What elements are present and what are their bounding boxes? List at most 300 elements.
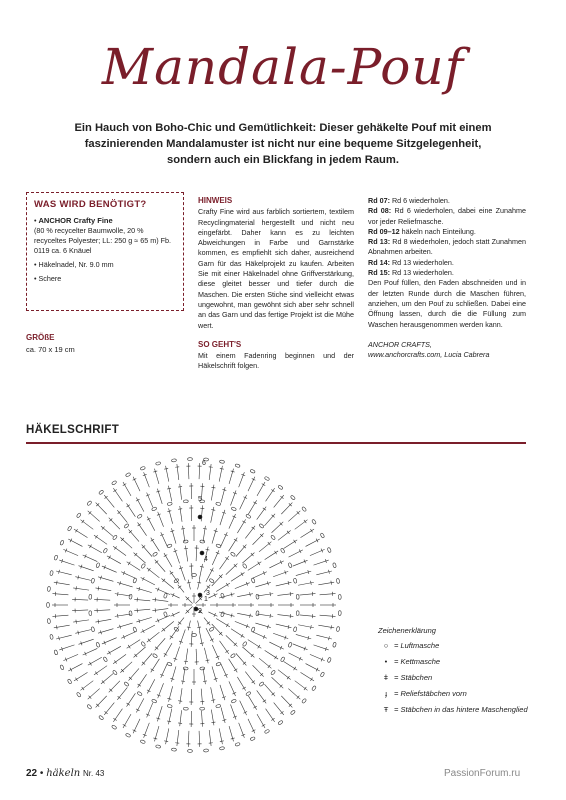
stitch-bar bbox=[155, 608, 156, 612]
stitch-symbol bbox=[237, 594, 253, 597]
stitch-symbol bbox=[318, 582, 334, 585]
round-number-label: 4 bbox=[204, 556, 208, 563]
stitch-symbol bbox=[274, 495, 284, 507]
stitch-symbol bbox=[183, 668, 185, 684]
chain-symbol bbox=[280, 548, 285, 554]
stitch-symbol bbox=[277, 594, 293, 596]
page-number: 22 bbox=[26, 768, 38, 779]
stitch-symbol bbox=[74, 529, 88, 538]
stitch-symbol bbox=[109, 518, 120, 529]
chain-symbol bbox=[332, 563, 336, 568]
stitch-symbol bbox=[278, 531, 291, 541]
yarn-name: ANCHOR Crafty Fine bbox=[38, 216, 113, 225]
chain-symbol bbox=[338, 611, 341, 616]
stitch-symbol bbox=[252, 632, 267, 639]
chain-symbol bbox=[246, 514, 252, 519]
chain-symbol bbox=[251, 627, 255, 633]
stitch-bar bbox=[136, 709, 140, 711]
stitch-symbol bbox=[310, 654, 325, 660]
legend-row bbox=[378, 673, 528, 682]
chain-symbol bbox=[141, 563, 146, 569]
stitch-symbol bbox=[72, 610, 88, 611]
stitch-bar bbox=[76, 620, 77, 624]
stitch-symbol bbox=[240, 701, 247, 715]
stitch-symbol bbox=[141, 578, 155, 585]
stitch-bar bbox=[113, 489, 116, 491]
chain-symbol bbox=[320, 672, 325, 678]
chain-symbol bbox=[47, 603, 50, 608]
chain-symbol bbox=[140, 466, 145, 470]
chain-symbol bbox=[301, 698, 306, 703]
chain-symbol bbox=[235, 742, 240, 746]
stitch-symbol bbox=[113, 546, 126, 555]
stitch-symbol bbox=[152, 599, 168, 601]
stitch-bar bbox=[127, 703, 130, 705]
stitch-symbol bbox=[134, 553, 146, 563]
stitch-symbol bbox=[212, 550, 219, 565]
stitch-symbol bbox=[138, 522, 147, 535]
stitch-symbol bbox=[257, 714, 265, 728]
stitch-symbol bbox=[209, 730, 211, 746]
stitch-symbol bbox=[123, 714, 131, 728]
stitch-symbol bbox=[318, 625, 334, 628]
stitch-bar bbox=[113, 718, 116, 720]
stitch-symbol bbox=[127, 503, 136, 516]
round-number-label: 6 bbox=[202, 460, 206, 467]
stitch-symbol bbox=[236, 653, 246, 665]
stitch-symbol bbox=[248, 500, 256, 514]
stitch-bar bbox=[287, 531, 289, 534]
chain-symbol bbox=[137, 691, 143, 696]
stitch-bar bbox=[114, 546, 116, 549]
stitch-symbol bbox=[88, 545, 102, 553]
chart-rings bbox=[47, 458, 342, 753]
chain-symbol bbox=[152, 552, 158, 557]
stitch-bar bbox=[109, 651, 111, 654]
stitch-symbol bbox=[155, 638, 165, 650]
intro-text: Ein Hauch von Boho-Chic und Gemütlichkeit: Dieser gehäkelte Pouf mit einem faszinierenden Mandalamuster ist nicht nur eine bequeme Sitzgelegenheit, sondern auch ein Blickfang in jedem Raum. bbox=[74, 122, 492, 166]
stitch-symbol bbox=[310, 549, 325, 555]
chain-symbol bbox=[251, 578, 255, 584]
stitch-bar bbox=[200, 566, 204, 567]
chain-symbol bbox=[235, 464, 240, 468]
chain-symbol bbox=[256, 611, 259, 616]
chain-symbol bbox=[155, 462, 160, 466]
chain-symbol bbox=[163, 593, 167, 598]
slip-stitch-dot bbox=[198, 593, 202, 597]
stitch-symbol bbox=[88, 689, 100, 700]
stitch-bar bbox=[271, 718, 274, 720]
stitch-symbol bbox=[177, 464, 179, 480]
stitch-bar bbox=[181, 681, 185, 682]
chain-symbol bbox=[167, 704, 172, 708]
stitch-symbol bbox=[120, 537, 132, 548]
round-line bbox=[368, 206, 526, 227]
chain-symbol bbox=[256, 594, 259, 599]
chain-symbol bbox=[209, 578, 215, 583]
chain-symbol bbox=[47, 619, 50, 624]
stitch-symbol bbox=[168, 486, 171, 502]
chain-symbol bbox=[151, 507, 157, 511]
stitch-bar bbox=[127, 505, 130, 507]
stitch-symbol bbox=[248, 719, 255, 733]
chain-symbol bbox=[192, 574, 197, 577]
stitch-symbol bbox=[295, 520, 308, 530]
chain-symbol bbox=[270, 670, 275, 675]
stitch-symbol bbox=[133, 719, 140, 733]
stitch-symbol bbox=[147, 679, 154, 693]
chain-symbol bbox=[183, 500, 188, 503]
chain-symbol bbox=[167, 502, 172, 506]
chain-symbol bbox=[204, 749, 209, 752]
chain-symbol bbox=[111, 480, 117, 485]
stitch-symbol bbox=[211, 710, 214, 726]
stitch-bar bbox=[242, 687, 245, 689]
stitch-symbol bbox=[278, 670, 291, 680]
stitch-symbol bbox=[281, 696, 292, 708]
stitch-symbol bbox=[136, 698, 144, 712]
credit bbox=[368, 340, 526, 361]
stitch-symbol bbox=[80, 681, 93, 691]
stitch-bar bbox=[203, 528, 207, 529]
stitch-symbol bbox=[252, 572, 267, 579]
rounds-column bbox=[368, 196, 526, 360]
stitch-symbol bbox=[117, 687, 127, 699]
stitch-symbol bbox=[288, 689, 300, 700]
chain-symbol bbox=[183, 707, 188, 710]
chain-symbol bbox=[192, 634, 197, 637]
stitch-bar bbox=[178, 622, 181, 624]
finishing-text: Den Pouf füllen, den Faden abschneiden und in der letzten Runde durch die Maschen führen, anziehen, um den Pouf zu schließen. Dabei eine Öffnung lassen, durch die die Füllung zum Waschen herausgenommen werden kann. bbox=[368, 278, 526, 329]
back-loop-icon: Ŧ bbox=[383, 705, 389, 714]
stitch-bar bbox=[95, 671, 97, 674]
stitch-symbol bbox=[83, 648, 98, 655]
chain-symbol bbox=[124, 523, 129, 528]
chain-symbol bbox=[129, 594, 132, 599]
stitch-symbol bbox=[219, 466, 222, 482]
chain-symbol bbox=[288, 562, 292, 568]
stitch-bar bbox=[138, 524, 141, 526]
stitch-symbol bbox=[151, 659, 160, 672]
stitch-symbol bbox=[257, 614, 273, 616]
stitch-symbol bbox=[272, 522, 284, 533]
chain-symbol bbox=[246, 691, 252, 696]
stitch-symbol bbox=[245, 526, 255, 539]
stitch-bar bbox=[75, 529, 77, 532]
stitch-bar bbox=[98, 586, 99, 590]
round-number-label: 5 bbox=[198, 496, 202, 503]
stitch-symbol bbox=[211, 687, 214, 703]
stitch-symbol bbox=[284, 540, 298, 549]
chain-symbol bbox=[133, 627, 137, 633]
stitch-symbol bbox=[147, 632, 160, 642]
stitch-bar bbox=[148, 568, 150, 571]
stitch-bar bbox=[184, 548, 188, 549]
stitch-symbol bbox=[196, 545, 197, 561]
stitch-symbol bbox=[209, 464, 211, 480]
stitch-symbol bbox=[229, 538, 238, 551]
stitch-symbol bbox=[147, 568, 160, 578]
chain-symbol bbox=[200, 667, 205, 670]
chain-symbol bbox=[280, 657, 285, 663]
stitch-symbol bbox=[199, 564, 202, 580]
stitch-bar bbox=[287, 676, 289, 679]
stitch-bar bbox=[316, 539, 318, 543]
stitch-bar bbox=[294, 540, 296, 543]
legend bbox=[378, 626, 528, 721]
stitch-bar bbox=[211, 510, 215, 511]
legend-heading: Zeichenerklärung bbox=[378, 626, 436, 635]
chain-symbol bbox=[188, 458, 193, 461]
stitch-bar bbox=[310, 678, 312, 681]
hinweis-text: Crafty Fine wird aus farblich sortiertem, textilem Recyclingmaterial hergestellt und nicht neu eingefärbt. Daher kann es zu leichten Abweichungen in Farbe und Garnstärke kommen, es empfiehlt sich daher, ausreichend Garn für das Häkelprojekt zu kaufen. Arbeiten Sie mit einer Häkelnadel ohne Griffverstärkung, diese gleitet besser und tiefer durch die Maschen. Die ersten Stiche sind vielleicht etwas ungewohnt, man gewöhnt sich aber sehr schnell an das Garn und das fertige Projekt ist die Mühe wert. bbox=[198, 207, 354, 330]
stitch-symbol bbox=[127, 693, 136, 706]
stitch-bar bbox=[147, 518, 151, 520]
chain-symbol bbox=[96, 642, 100, 648]
stitch-bar bbox=[164, 653, 167, 655]
stitch-symbol bbox=[134, 609, 150, 611]
stitch-symbol bbox=[208, 612, 217, 616]
chain-symbol bbox=[89, 611, 92, 616]
chain-symbol bbox=[140, 740, 145, 744]
stitch-symbol bbox=[142, 545, 152, 557]
stitch-symbol bbox=[300, 594, 316, 595]
stitch-symbol bbox=[188, 731, 189, 747]
legend-label: = Stäbchen in das hintere Maschenglied bbox=[394, 705, 528, 714]
chain-symbol bbox=[250, 736, 256, 740]
stitch-bar bbox=[203, 681, 207, 682]
chain-symbol bbox=[125, 733, 131, 738]
stitch-bar bbox=[89, 662, 91, 665]
chain-symbol bbox=[296, 611, 299, 616]
chain-symbol bbox=[60, 540, 65, 546]
stitch-symbol bbox=[284, 662, 298, 671]
stitch-symbol bbox=[248, 477, 255, 491]
stitch-symbol bbox=[259, 658, 271, 668]
chain-symbol bbox=[167, 544, 173, 548]
stitch-symbol bbox=[265, 650, 278, 659]
chain-symbol bbox=[129, 611, 132, 616]
round-label: Rd 08: bbox=[368, 206, 392, 216]
chain-symbol bbox=[230, 552, 236, 557]
stitch-bar bbox=[331, 625, 332, 629]
chain-symbol bbox=[91, 578, 95, 583]
stitch-symbol bbox=[248, 640, 261, 649]
stitch-bar bbox=[138, 684, 141, 686]
stitch-bar bbox=[220, 468, 224, 469]
stitch-bar bbox=[211, 700, 215, 701]
chain-symbol bbox=[125, 472, 131, 477]
chain-symbol bbox=[54, 650, 58, 655]
stitch-symbol bbox=[138, 674, 147, 687]
round-number-label: 3 bbox=[206, 590, 210, 597]
stitch-symbol bbox=[166, 466, 169, 482]
stitch-symbol bbox=[220, 641, 229, 654]
chain-symbol bbox=[242, 641, 247, 647]
stitch-symbol bbox=[142, 653, 152, 665]
chain-symbol bbox=[293, 627, 297, 632]
stitch-symbol bbox=[171, 612, 180, 616]
hook-text: Häkelnadel, Nr. 9.0 mm bbox=[38, 260, 114, 269]
issue-number: Nr. 43 bbox=[83, 769, 105, 778]
round-line bbox=[368, 237, 526, 258]
round-line bbox=[368, 227, 526, 237]
stitch-bar bbox=[263, 508, 266, 510]
chain-symbol bbox=[76, 692, 81, 698]
chain-symbol bbox=[111, 725, 117, 730]
chain-symbol bbox=[96, 562, 100, 568]
chain-symbol bbox=[171, 748, 176, 751]
stitch-symbol bbox=[161, 663, 168, 678]
stitch-symbol bbox=[73, 620, 89, 622]
stitch-symbol bbox=[240, 495, 247, 509]
round-label: Rd 14: bbox=[368, 257, 390, 267]
legend-row bbox=[378, 657, 528, 666]
stitch-bar bbox=[89, 545, 91, 548]
stitch-bar bbox=[164, 741, 168, 742]
stitch-symbol bbox=[221, 532, 228, 547]
chain-symbol bbox=[209, 627, 215, 632]
round-label: Rd 07: bbox=[368, 196, 390, 205]
stitch-bar bbox=[56, 581, 57, 585]
stitch-symbol bbox=[248, 696, 256, 710]
chain-symbol bbox=[188, 749, 193, 752]
legend-label: = Stäbchen bbox=[394, 673, 433, 682]
stitch-symbol bbox=[180, 506, 182, 522]
stitch-symbol bbox=[129, 668, 139, 680]
stitch-symbol bbox=[117, 510, 127, 522]
chain-symbol bbox=[231, 699, 237, 703]
chain-symbol bbox=[76, 513, 81, 519]
slip-stitch-dot bbox=[198, 515, 202, 519]
chain-symbol bbox=[151, 699, 157, 703]
stitch-symbol bbox=[183, 526, 185, 542]
stitch-symbol bbox=[134, 647, 146, 657]
credit-line-1: ANCHOR CRAFTS, bbox=[368, 339, 432, 349]
chain-symbol bbox=[301, 506, 306, 511]
stitch-symbol bbox=[201, 711, 202, 727]
stitch-symbol bbox=[203, 526, 205, 542]
stitch-bar bbox=[263, 700, 266, 702]
stitch-symbol bbox=[266, 709, 275, 722]
stitch-bar bbox=[136, 499, 140, 501]
chain-symbol bbox=[320, 533, 325, 539]
yarn-detail: (80 % recycelter Baumwolle, 20 % recyceltes Polyester; LL: 250 g ≈ 65 m) Fb. 0119 ca. 6 Knäuel bbox=[34, 226, 171, 255]
chain-symbol bbox=[98, 715, 103, 720]
chain-symbol bbox=[327, 657, 331, 663]
stitch-symbol bbox=[188, 621, 190, 631]
chain-symbol bbox=[219, 746, 224, 750]
chain-symbol bbox=[278, 720, 284, 725]
chain-symbol bbox=[112, 535, 117, 540]
stitch-symbol bbox=[127, 640, 140, 649]
stitch-symbol bbox=[306, 664, 320, 671]
stitch-bar bbox=[167, 721, 171, 722]
stitch-bar bbox=[117, 614, 118, 618]
magazine-name: häkeln bbox=[46, 768, 81, 779]
stitch-bar bbox=[304, 520, 306, 523]
stitch-symbol bbox=[300, 615, 316, 616]
chain-symbol bbox=[124, 681, 129, 686]
stitch-symbol bbox=[96, 503, 107, 515]
stitch-bar bbox=[82, 520, 84, 523]
round-text: Rd 8 wiederholen, jedoch statt Zunahmen Abnahmen arbeiten. bbox=[368, 237, 526, 257]
stitch-bar bbox=[164, 468, 168, 469]
legend-row bbox=[378, 641, 528, 650]
stitch-symbol bbox=[257, 594, 273, 596]
round-line bbox=[368, 258, 526, 268]
stitch-symbol bbox=[211, 485, 214, 501]
stitch-symbol bbox=[147, 493, 153, 508]
stitch-symbol bbox=[276, 624, 292, 628]
stitch-bar bbox=[147, 690, 151, 692]
stitch-symbol bbox=[177, 730, 179, 746]
stitch-symbol bbox=[88, 511, 100, 522]
stitch-symbol bbox=[147, 703, 153, 718]
round-number-label: 2 bbox=[198, 608, 202, 615]
size-heading: GRÖßE bbox=[26, 333, 55, 342]
stitch-bar bbox=[226, 624, 228, 627]
chain-symbol bbox=[87, 500, 92, 505]
stitch-bar bbox=[270, 614, 271, 618]
stitch-symbol bbox=[155, 588, 170, 594]
stitch-bar bbox=[253, 706, 256, 708]
stitch-symbol bbox=[107, 646, 121, 654]
stitch-symbol bbox=[141, 625, 155, 632]
stitch-symbol bbox=[226, 635, 238, 646]
chain-symbol bbox=[67, 679, 72, 685]
stitch-symbol bbox=[253, 533, 264, 544]
stitch-symbol bbox=[298, 582, 314, 585]
double-crochet-icon: ǂ bbox=[383, 673, 389, 682]
stitch-bar bbox=[181, 528, 185, 529]
stitch-bar bbox=[331, 581, 332, 585]
stitch-symbol bbox=[229, 514, 236, 529]
stitch-symbol bbox=[115, 594, 131, 596]
round-text: Rd 13 wiederholen. bbox=[391, 257, 454, 267]
stitch-symbol bbox=[164, 643, 172, 657]
chain-symbol bbox=[216, 544, 222, 548]
chain-symbol bbox=[264, 729, 270, 734]
materials-heading: WAS WIRD BENÖTIGT? bbox=[34, 199, 147, 210]
stitch-symbol bbox=[219, 728, 222, 744]
stitch-bar bbox=[164, 555, 167, 557]
stitch-symbol bbox=[229, 659, 238, 672]
stitch-symbol bbox=[94, 666, 107, 675]
stitch-symbol bbox=[80, 520, 93, 530]
stitch-symbol bbox=[134, 599, 150, 601]
page-title: Mandala-Pouf bbox=[101, 38, 465, 96]
round-text: Rd 13 wiederholen. bbox=[391, 268, 454, 278]
stitch-symbol bbox=[266, 488, 275, 501]
stitch-symbol bbox=[237, 613, 253, 616]
crochet-chart bbox=[34, 450, 354, 760]
stitch-bar bbox=[304, 687, 306, 690]
stitch-symbol bbox=[168, 709, 171, 725]
stitch-bar bbox=[211, 722, 215, 723]
stitch-bar bbox=[250, 592, 251, 596]
stitch-symbol bbox=[198, 580, 200, 590]
stitch-symbol bbox=[212, 645, 219, 660]
chain-symbol bbox=[91, 627, 95, 632]
legend-row bbox=[378, 689, 528, 698]
stitch-bar bbox=[75, 678, 77, 681]
stitch-symbol bbox=[269, 561, 283, 568]
stitch-symbol bbox=[63, 654, 78, 660]
scissors-text: Schere bbox=[38, 274, 62, 283]
stitch-symbol bbox=[211, 507, 214, 523]
materials-scissors: • Schere bbox=[34, 274, 62, 283]
